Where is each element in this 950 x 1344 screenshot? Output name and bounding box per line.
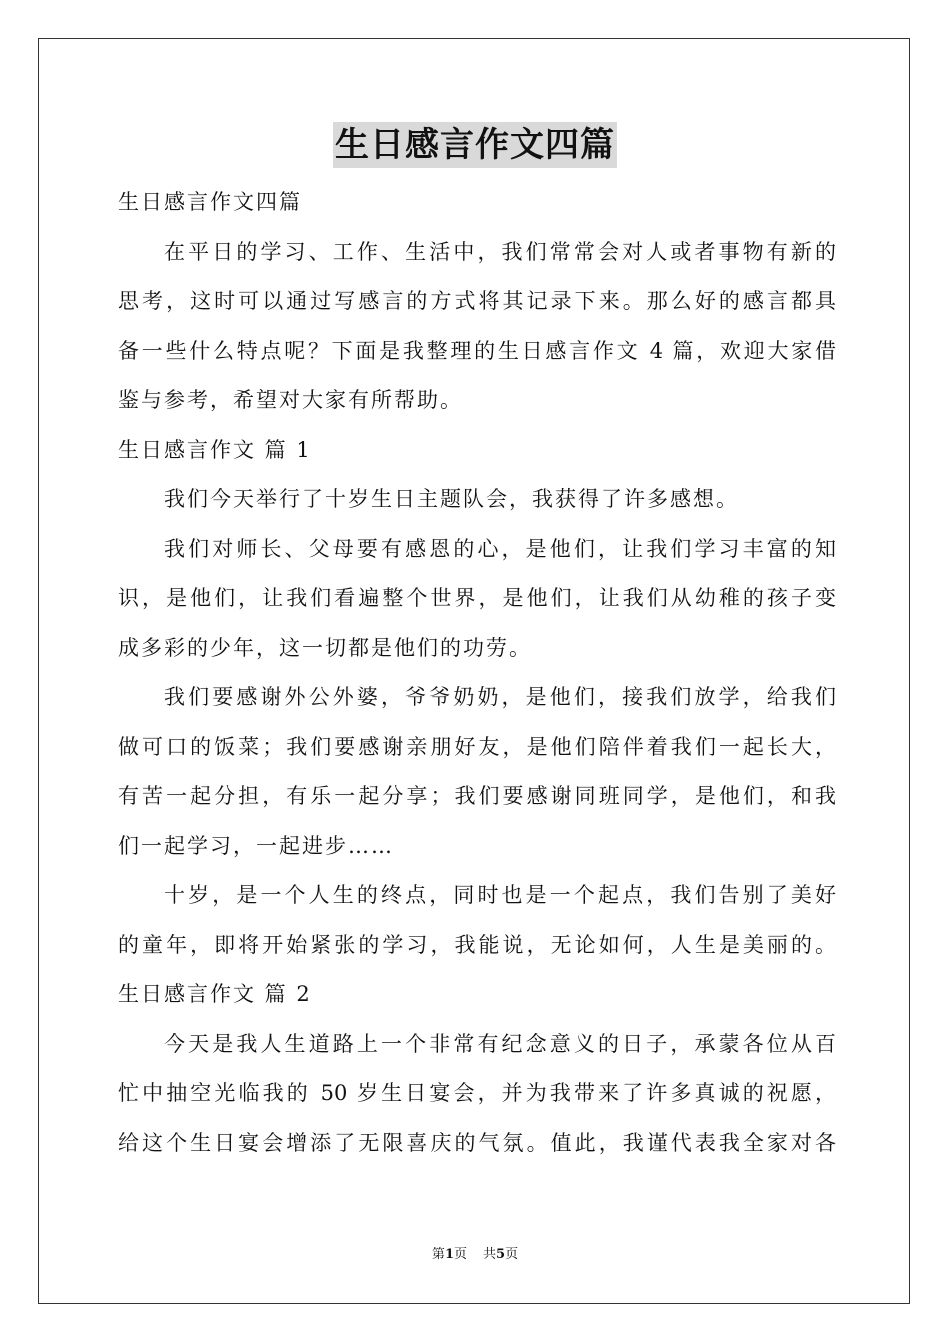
footer-page-prefix: 第 bbox=[431, 1247, 445, 1262]
text-line: 忙中抽空光临我的 50 岁生日宴会，并为我带来了许多真诚的祝愿， bbox=[118, 1081, 836, 1105]
document-title: 生日感言作文四篇 bbox=[333, 122, 617, 168]
footer-page-number: 1 bbox=[444, 1247, 454, 1262]
text-line: 生日感言作文 篇 2 bbox=[118, 982, 312, 1006]
text-line: 生日感言作文 篇 1 bbox=[118, 437, 312, 462]
footer-total-number: 5 bbox=[496, 1247, 506, 1262]
document-body bbox=[118, 178, 836, 1168]
page-footer bbox=[0, 1246, 950, 1264]
text-line: 思考，这时可以通过写感言的方式将其记录下来。那么好的感言都具 bbox=[118, 289, 836, 313]
text-line: 识，是他们，让我们看遍整个世界，是他们，让我们从幼稚的孩子变 bbox=[118, 586, 836, 610]
text-line: 成多彩的少年，这一切都是他们的功劳。 bbox=[118, 635, 532, 660]
text-line: 十岁，是一个人生的终点，同时也是一个起点，我们告别了美好 bbox=[164, 883, 836, 907]
text-line: 我们对师长、父母要有感恩的心，是他们，让我们学习丰富的知 bbox=[164, 536, 836, 561]
text-line: 备一些什么特点呢？下面是我整理的生日感言作文 4 篇，欢迎大家借 bbox=[118, 338, 836, 363]
text-line: 今天是我人生道路上一个非常有纪念意义的日子，承蒙各位从百 bbox=[164, 1031, 836, 1056]
text-line: 生日感言作文四篇 bbox=[118, 190, 302, 214]
text-line: 我们今天举行了十岁生日主题队会，我获得了许多感想。 bbox=[164, 487, 739, 511]
footer-total-prefix: 共 bbox=[483, 1247, 497, 1262]
footer-page-unit: 页 bbox=[453, 1247, 467, 1262]
text-line: 做可口的饭菜；我们要感谢亲朋好友，是他们陪伴着我们一起长大， bbox=[118, 734, 836, 759]
footer-total-unit: 页 bbox=[505, 1247, 519, 1262]
title-container bbox=[0, 122, 950, 168]
text-line: 给这个生日宴会增添了无限喜庆的气氛。值此，我谨代表我全家对各 bbox=[118, 1130, 836, 1155]
text-line: 我们要感谢外公外婆，爷爷奶奶，是他们，接我们放学，给我们 bbox=[164, 685, 836, 709]
text-line: 在平日的学习、工作、生活中，我们常常会对人或者事物有新的 bbox=[164, 239, 836, 264]
text-line: 的童年，即将开始紧张的学习，我能说，无论如何，人生是美丽的。 bbox=[118, 932, 836, 957]
text-line: 有苦一起分担，有乐一起分享；我们要感谢同班同学，是他们，和我 bbox=[118, 784, 836, 808]
text-line: 鉴与参考，希望对大家有所帮助。 bbox=[118, 388, 463, 412]
text-line: 们一起学习，一起进步…… bbox=[118, 833, 394, 858]
